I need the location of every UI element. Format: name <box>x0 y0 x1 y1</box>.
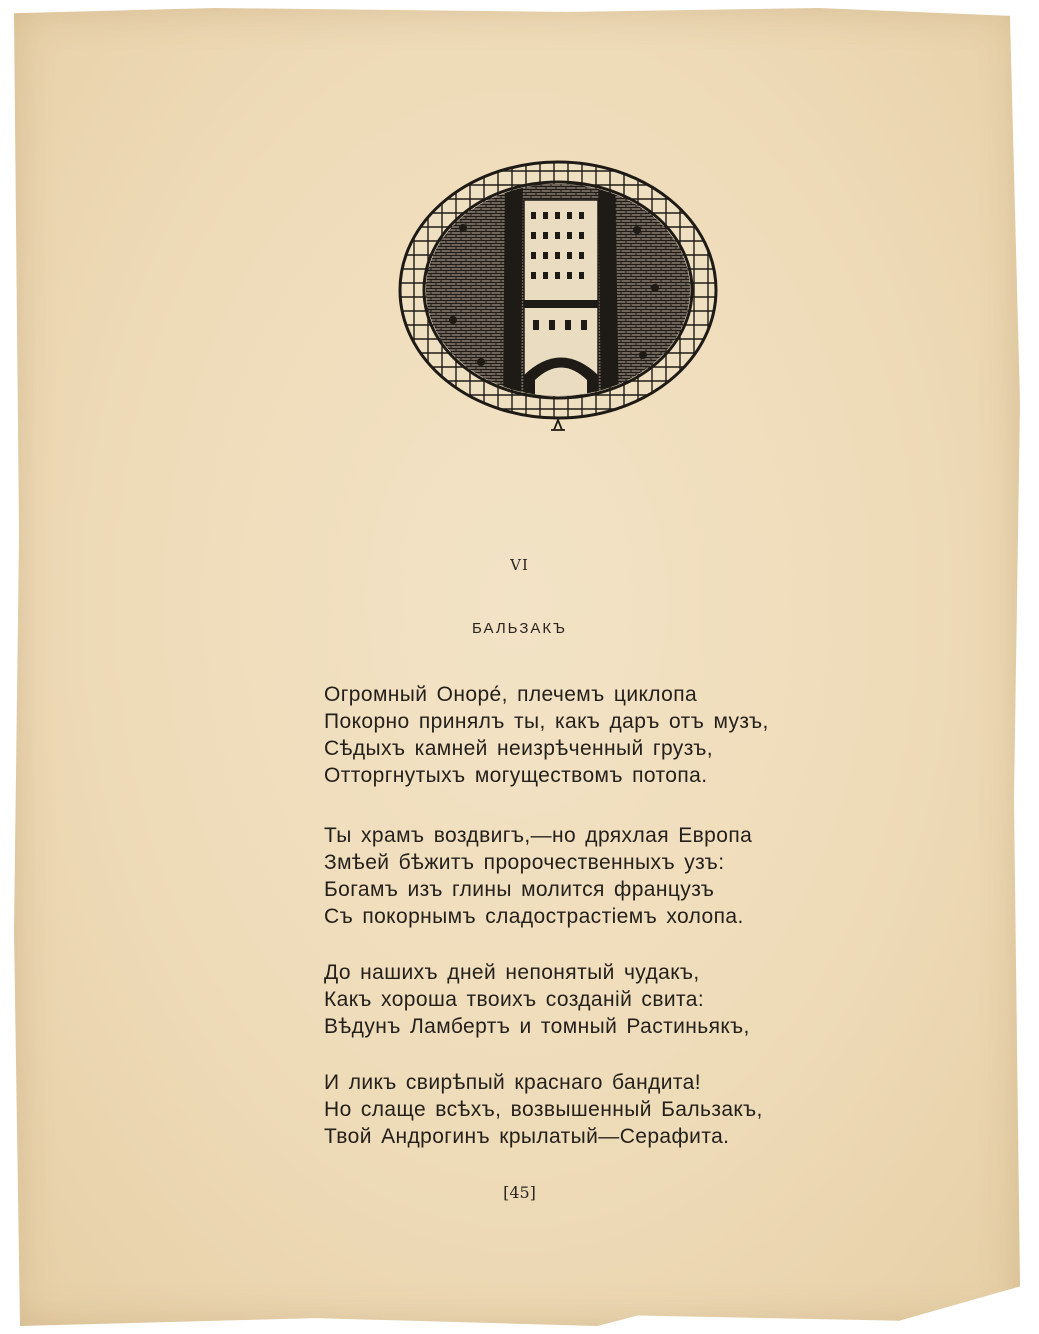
poem-line: Покорно принялъ ты, какъ даръ отъ музъ, <box>324 710 769 733</box>
poem-line: Какъ хороша твоихъ созданій свита: <box>324 988 705 1011</box>
poem-title: БАЛЬЗАКЪ <box>471 620 568 637</box>
poem-line: Съ покорнымъ сладострастіемъ холопа. <box>324 905 744 928</box>
poem-line: Сѣдыхъ камней неизрѣченный грузъ, <box>324 737 714 760</box>
page-number: [45] <box>503 1183 536 1202</box>
poem-line: Отторгнутыхъ могуществомъ потопа. <box>324 764 708 787</box>
section-number: VI <box>510 556 529 574</box>
poem-line: Вѣдунъ Ламбертъ и томный Растиньякъ, <box>324 1015 750 1038</box>
poem-line: Твой Андрогинъ крылатый—Серафита. <box>324 1125 730 1148</box>
poem-line: Змѣей бѣжитъ пророчественныхъ узъ: <box>324 851 725 874</box>
poem-line: Богамъ изъ глины молится французъ <box>324 878 715 901</box>
stanza-1 <box>324 681 844 789</box>
poem-line: Ты храмъ воздвигъ,—но дряхлая Европа <box>324 824 753 847</box>
poem-line: До нашихъ дней непонятый чудакъ, <box>324 961 700 984</box>
stanza-2 <box>324 822 844 930</box>
poem-line: Огромный Оноре́, плечемъ циклопа <box>324 683 698 706</box>
oval-vignette-building-icon <box>393 150 723 435</box>
poem-line: И ликъ свирѣпый краснаго бандита! <box>324 1071 701 1094</box>
stanza-4 <box>324 1069 844 1150</box>
poem-line: Но слаще всѣхъ, возвышенный Бальзакъ, <box>324 1098 763 1121</box>
stanza-3 <box>324 959 844 1040</box>
